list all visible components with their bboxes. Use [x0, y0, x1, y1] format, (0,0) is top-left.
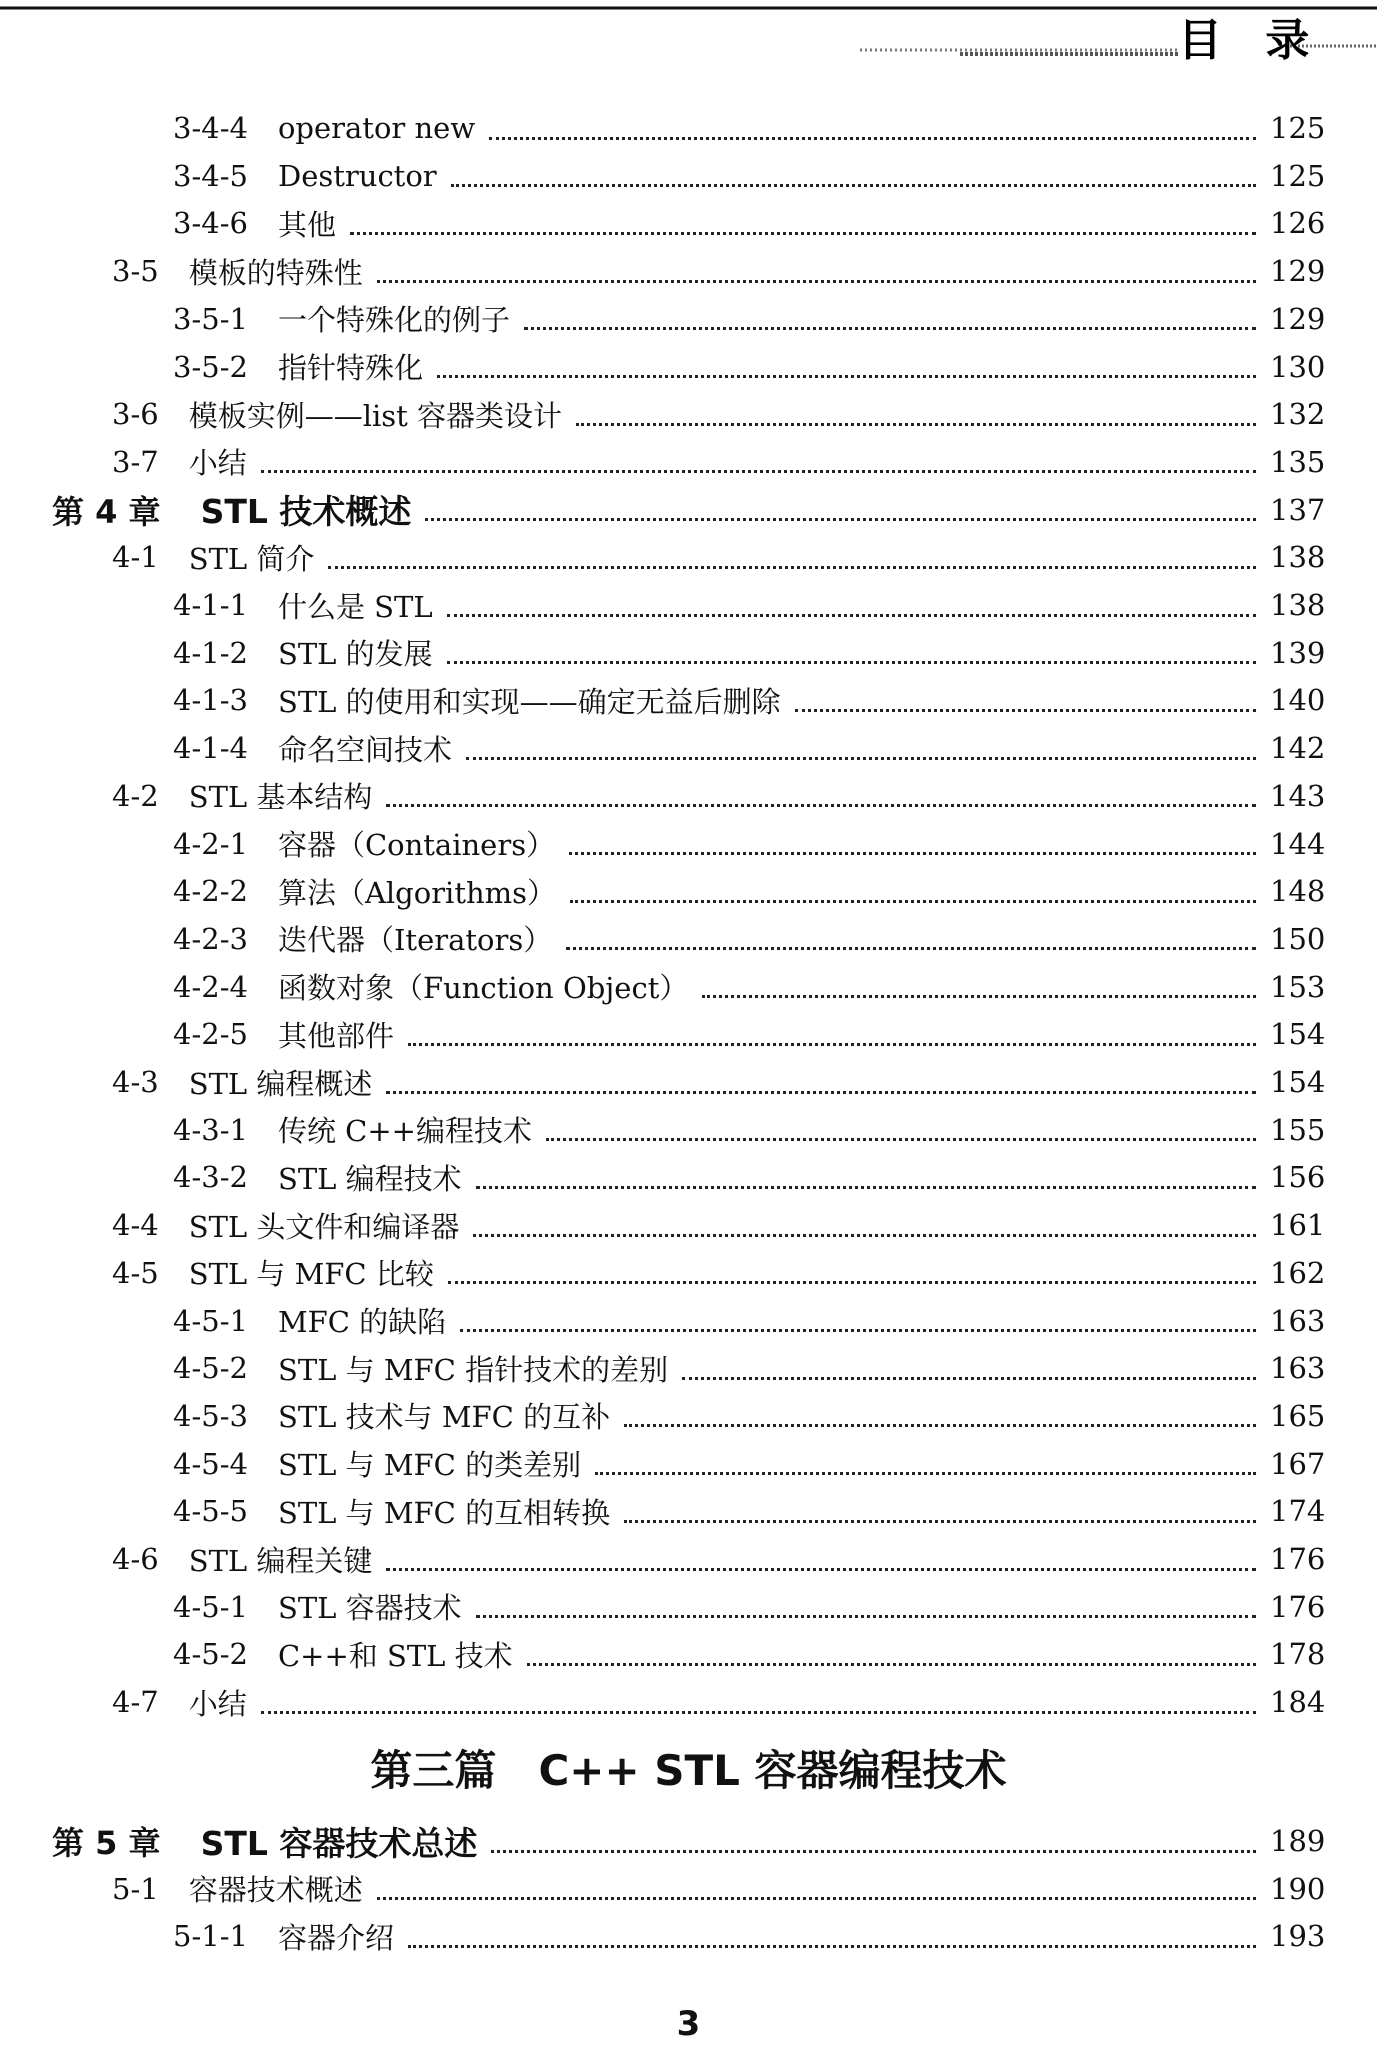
part-title: C++ STL 容器编程技术 [538, 1746, 1007, 1795]
dot-leader [491, 1850, 1256, 1853]
toc-entry [0, 1583, 1326, 1631]
toc-entry-page: 156 [1270, 1160, 1326, 1195]
dot-leader [570, 900, 1256, 903]
dot-leader [261, 1711, 1256, 1714]
toc-header-title: 目 录 [1178, 15, 1324, 66]
toc-entry-number: 4-5-1 [173, 1589, 248, 1624]
dot-leader [350, 232, 1256, 235]
toc-entry-title: 指针特殊化 [277, 351, 423, 385]
toc-entry-page: 153 [1270, 969, 1326, 1004]
dot-leader [566, 947, 1256, 950]
toc-entry-title: 模板的特殊性 [188, 255, 363, 290]
toc-entry-number: 3-5 [112, 254, 159, 289]
toc-entry [0, 581, 1326, 629]
toc-entry-title: 函数对象（Function Object） [277, 971, 689, 1006]
dot-leader [473, 1234, 1256, 1237]
toc-entry-title: 一个特殊化的例子 [277, 303, 510, 338]
toc-entry-page: 161 [1270, 1208, 1326, 1243]
dot-leader [476, 1615, 1256, 1618]
toc-entry-number: 第 5 章 [52, 1824, 161, 1862]
part-heading [0, 1738, 1377, 1798]
toc-entry [0, 1392, 1326, 1440]
toc-entry-number: 第 4 章 [52, 492, 161, 531]
dot-leader [624, 1520, 1256, 1523]
dot-leader [437, 375, 1256, 378]
toc-entry-number: 4-3-1 [173, 1112, 248, 1147]
toc-entry-number: 4-5-1 [173, 1303, 248, 1338]
dot-leader [624, 1424, 1256, 1427]
toc-entry-title: STL 编程关键 [188, 1543, 373, 1578]
toc-entry-page: 193 [1270, 1919, 1326, 1953]
toc-entry-number: 3-5-1 [173, 301, 248, 336]
toc-entry-title: STL 的使用和实现——确定无益后删除 [277, 684, 781, 719]
toc-entry-title: STL 与 MFC 的互相转换 [277, 1495, 611, 1530]
toc-entry-page: 135 [1270, 444, 1326, 479]
dot-leader [328, 566, 1256, 569]
toc-entry-page: 142 [1270, 731, 1326, 766]
toc-entry-number: 5-1-1 [173, 1919, 248, 1953]
toc-entry-page: 139 [1270, 635, 1326, 670]
toc-entry-title: C++和 STL 技术 [277, 1638, 513, 1673]
page-number: 3 [676, 2004, 701, 2044]
toc-entry-title: 其他部件 [277, 1018, 394, 1053]
dot-leader [489, 137, 1256, 140]
toc-entry-title: 模板实例——list 容器类设计 [188, 398, 563, 433]
toc-entry-title: 传统 C++编程技术 [277, 1114, 532, 1149]
toc-entry-title: operator new [277, 111, 476, 145]
toc-entry-title: STL 容器技术 [277, 1591, 462, 1626]
dot-leader [425, 518, 1256, 521]
toc-entry-title: STL 基本结构 [188, 780, 373, 815]
toc-entry-page: 137 [1270, 492, 1326, 527]
toc-entry-page: 154 [1270, 1065, 1326, 1099]
toc-entry-page: 138 [1270, 588, 1326, 622]
toc-entry [0, 867, 1326, 915]
dot-leader [408, 1945, 1256, 1948]
toc-entry [0, 343, 1326, 391]
dot-leader [466, 757, 1256, 760]
toc-entry-page: 132 [1270, 397, 1326, 432]
dot-leader [448, 1281, 1256, 1284]
toc-entry [0, 1865, 1326, 1913]
toc-entry-title: STL 容器技术总述 [200, 1823, 478, 1863]
toc-entry-title: 容器介绍 [277, 1920, 394, 1955]
toc-entry-number: 4-2 [112, 778, 159, 813]
dot-leader [447, 614, 1256, 617]
toc-entry-title: STL 头文件和编译器 [188, 1209, 460, 1244]
toc-entry-number: 4-5-2 [173, 1637, 248, 1672]
toc-entry-number: 3-7 [112, 444, 159, 479]
dot-leader [546, 1138, 1256, 1141]
toc-entry-title: STL 简介 [188, 541, 315, 576]
dot-leader [527, 1663, 1256, 1666]
toc-entry-number: 4-7 [112, 1685, 159, 1720]
toc-entry-number: 4-1-4 [173, 731, 248, 766]
toc-entry [0, 1249, 1326, 1297]
dot-leader [451, 184, 1256, 187]
toc-entry [0, 438, 1326, 486]
toc-entry [0, 486, 1326, 534]
toc-entry-page: 176 [1270, 1589, 1326, 1624]
dot-leader [595, 1472, 1256, 1475]
dot-leader [386, 1091, 1256, 1094]
toc-entry-page: 129 [1270, 254, 1326, 289]
dot-leader [682, 1377, 1256, 1380]
toc-entry-page: 162 [1270, 1255, 1326, 1290]
toc-entry-number: 4-4 [112, 1208, 159, 1243]
toc-entry [0, 772, 1326, 820]
toc-entry-title: 什么是 STL [277, 589, 433, 624]
toc-entry-title: 小结 [188, 1686, 247, 1721]
dot-leader [447, 661, 1256, 664]
toc-entry-page: 184 [1270, 1685, 1326, 1720]
toc-entry [0, 1487, 1326, 1535]
toc-entry-page: 174 [1270, 1494, 1326, 1529]
toc-entry-title: MFC 的缺陷 [277, 1305, 447, 1339]
toc-entry-page: 154 [1270, 1017, 1326, 1052]
toc-entry-number: 4-3 [112, 1065, 159, 1099]
toc-entry [0, 1201, 1326, 1249]
dot-leader [460, 1329, 1256, 1332]
dot-leader [569, 852, 1256, 855]
toc-entry-page: 144 [1270, 826, 1326, 861]
toc-entry-page: 189 [1270, 1824, 1326, 1858]
toc-entry-page: 176 [1270, 1542, 1326, 1576]
toc-entry-number: 4-2-4 [173, 969, 248, 1004]
toc-entry-page: 150 [1270, 921, 1326, 956]
toc-entry-title: 小结 [188, 446, 247, 481]
dot-leader [261, 470, 1256, 473]
toc-entry [0, 1153, 1326, 1201]
toc-entry-number: 4-2-1 [173, 826, 248, 861]
toc-entry [0, 1058, 1326, 1106]
toc-entry [0, 1630, 1326, 1678]
toc-entry-page: 190 [1270, 1871, 1326, 1906]
toc-entry-page: 155 [1270, 1112, 1326, 1147]
toc-entry-page: 138 [1270, 540, 1326, 575]
toc-entry-number: 3-4-6 [173, 206, 248, 241]
toc-entry-title: STL 编程技术 [277, 1161, 462, 1196]
toc-entry-title: 容器（Containers） [277, 828, 556, 862]
toc-entry-number: 3-4-5 [173, 158, 248, 193]
toc-entry-title: STL 与 MFC 指针技术的差别 [277, 1352, 669, 1387]
toc-entry-number: 4-5-5 [173, 1494, 248, 1529]
toc-entry [0, 533, 1326, 581]
toc-entry-page: 163 [1270, 1303, 1326, 1338]
toc-entry-number: 4-2-3 [173, 921, 248, 956]
toc-entry-title: STL 的发展 [277, 637, 433, 672]
toc-entry-title: 其他 [277, 207, 336, 242]
dot-leader [524, 327, 1256, 330]
toc-entry-page: 165 [1270, 1398, 1326, 1433]
toc-entry [0, 390, 1326, 438]
toc-entry [0, 1912, 1326, 1960]
toc-entry-title: STL 编程概述 [188, 1066, 373, 1101]
toc-entry-title: 容器技术概述 [188, 1873, 363, 1907]
toc-entry-title: 迭代器（Iterators） [277, 923, 553, 958]
toc-entry-page: 163 [1270, 1351, 1326, 1386]
dot-leader [408, 1043, 1256, 1046]
toc-entry [0, 1010, 1326, 1058]
toc-entry-title: STL 技术与 MFC 的互补 [277, 1400, 611, 1435]
toc-entry-number: 5-1 [112, 1871, 159, 1906]
dot-leader [377, 280, 1256, 283]
toc-entry-number: 4-3-2 [173, 1160, 248, 1195]
toc-entry [0, 152, 1326, 200]
toc-entry-number: 4-2-2 [173, 874, 248, 909]
toc-entry [0, 1106, 1326, 1154]
toc-entry [0, 629, 1326, 677]
dot-leader [476, 1186, 1256, 1189]
toc-entry-title: 算法（Algorithms） [277, 875, 557, 910]
header-rule [0, 6, 1377, 58]
toc-entry-number: 4-1-2 [173, 635, 248, 670]
toc-entry [0, 1344, 1326, 1392]
toc-entry [0, 820, 1326, 868]
toc-entry-title: STL 技术概述 [200, 492, 412, 532]
toc-entry-number: 3-5-2 [173, 349, 248, 384]
dot-leader [576, 423, 1256, 426]
toc-entry-number: 4-5 [112, 1255, 159, 1290]
dot-leader [702, 995, 1256, 998]
toc-entry-page: 143 [1270, 778, 1326, 813]
toc-entry-number: 4-1-3 [173, 683, 248, 718]
toc-entry-number: 3-6 [112, 397, 159, 432]
toc-entry-page: 130 [1270, 349, 1326, 384]
toc-entry-page: 125 [1270, 111, 1326, 145]
toc-entry-title: Destructor [277, 158, 437, 193]
toc-entry-title: STL 与 MFC 比较 [188, 1257, 434, 1292]
toc-entry-page: 167 [1270, 1446, 1326, 1481]
dot-leader [377, 1897, 1256, 1900]
toc-entry [0, 724, 1326, 772]
dot-leader [795, 709, 1256, 712]
toc-entry-page: 178 [1270, 1637, 1326, 1672]
toc-entry-number: 4-5-4 [173, 1446, 248, 1481]
toc-entry-number: 4-6 [112, 1542, 159, 1576]
toc-entry [0, 1817, 1326, 1865]
dot-leader [386, 1568, 1256, 1571]
toc-entry [0, 676, 1326, 724]
toc-entry-number: 4-1-1 [173, 588, 248, 622]
toc-entry-page: 148 [1270, 874, 1326, 909]
toc-entry-page: 140 [1270, 683, 1326, 718]
toc-entry-number: 4-2-5 [173, 1017, 248, 1052]
dot-leader [386, 804, 1256, 807]
toc-entry-number: 4-5-3 [173, 1398, 248, 1433]
toc-entry [0, 295, 1326, 343]
toc-entry [0, 1678, 1326, 1726]
toc-entry-page: 129 [1270, 301, 1326, 336]
toc-entry-number: 4-5-2 [173, 1351, 248, 1386]
toc-entry [0, 104, 1326, 152]
toc-entry-page: 125 [1270, 158, 1326, 193]
part-label: 第三篇 [370, 1746, 497, 1795]
toc-entry-title: STL 与 MFC 的类差别 [277, 1448, 582, 1483]
toc-entry [0, 1440, 1326, 1488]
toc-entry-number: 3-4-4 [173, 111, 248, 145]
toc-entry-title: 命名空间技术 [277, 732, 452, 767]
toc-entry [0, 1535, 1326, 1583]
toc-entry [0, 915, 1326, 963]
toc-entry [0, 1297, 1326, 1345]
toc-entry [0, 963, 1326, 1011]
toc-entry-page: 126 [1270, 206, 1326, 241]
toc-entry [0, 199, 1326, 247]
toc-entry [0, 247, 1326, 295]
toc-entry-number: 4-1 [112, 540, 159, 575]
